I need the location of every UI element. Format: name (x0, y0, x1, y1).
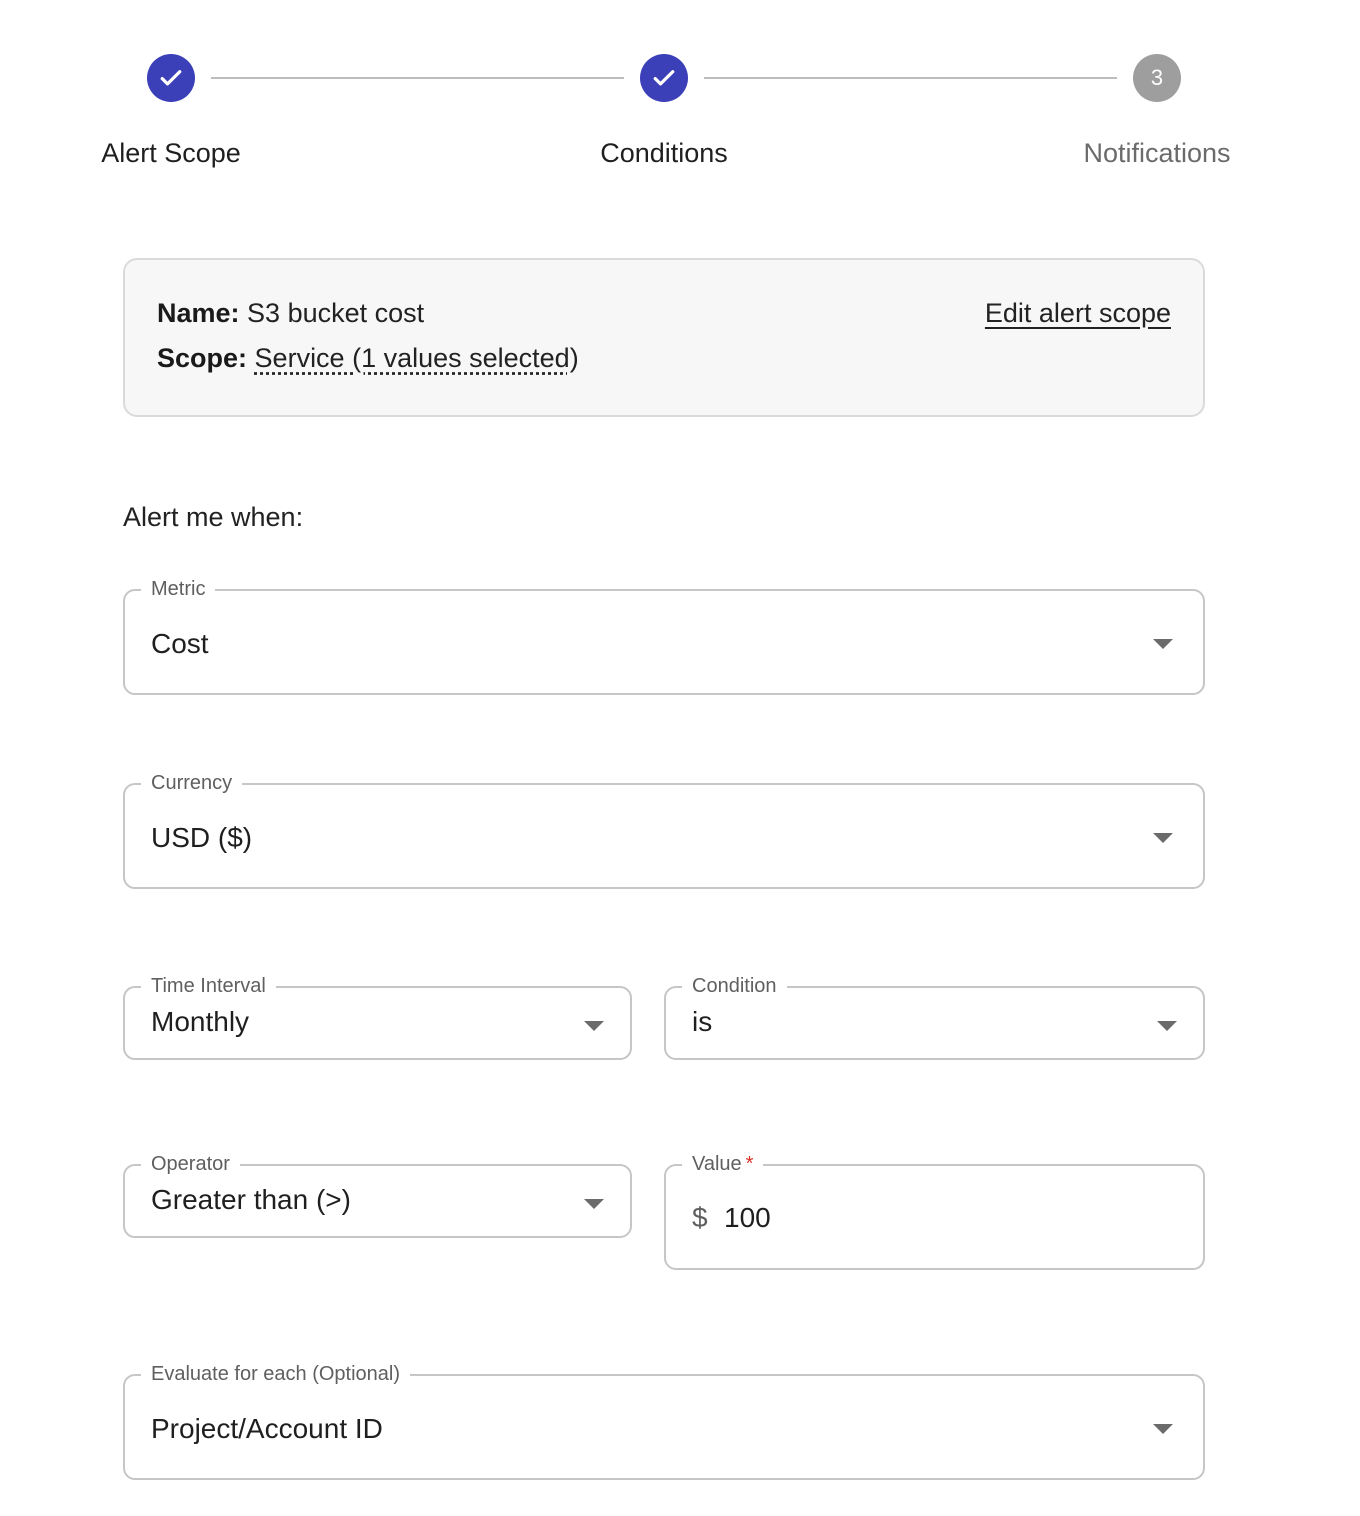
step-connector (704, 77, 1117, 79)
step-connector (211, 77, 624, 79)
stepper (0, 0, 1360, 200)
chevron-down-icon[interactable] (584, 1021, 604, 1031)
value-input-text[interactable]: 100 (724, 1202, 771, 1233)
condition-value: is (692, 1006, 713, 1037)
value-label-text: Value (692, 1153, 742, 1175)
value-label (682, 1149, 763, 1179)
step-alert-scope-check-icon[interactable] (147, 54, 195, 102)
evaluate-value: Project/Account ID (151, 1413, 383, 1444)
step-label-conditions[interactable]: Conditions (600, 138, 728, 168)
required-marker: * (745, 1153, 754, 1175)
chevron-down-icon[interactable] (584, 1199, 604, 1209)
summary-name-row (157, 298, 424, 329)
edit-alert-scope-link[interactable]: Edit alert scope (984, 298, 1171, 328)
summary-scope-row (157, 343, 579, 374)
step-conditions-check-icon[interactable] (640, 54, 688, 102)
metric-select[interactable] (123, 578, 1205, 695)
step-label-alert-scope[interactable]: Alert Scope (101, 138, 241, 168)
currency-prefix: $ (692, 1202, 708, 1233)
chevron-down-icon[interactable] (1153, 1424, 1173, 1434)
step-label-notifications[interactable]: Notifications (1083, 138, 1231, 168)
step-notifications-number[interactable]: 3 (1133, 54, 1181, 102)
alert-summary-card (123, 258, 1205, 417)
condition-select[interactable] (664, 975, 1205, 1060)
metric-value: Cost (151, 628, 209, 659)
evaluate-label: Evaluate for each (Optional) (141, 1359, 410, 1389)
scope-label: Scope: (157, 343, 248, 373)
chevron-down-icon[interactable] (1153, 639, 1173, 649)
time-interval-select[interactable] (123, 975, 632, 1060)
name-value: S3 bucket cost (247, 298, 425, 328)
currency-label: Currency (141, 768, 242, 798)
scope-value-link[interactable]: Service (1 values selected) (254, 343, 579, 373)
metric-label: Metric (141, 574, 215, 604)
operator-value: Greater than (>) (151, 1184, 351, 1215)
evaluate-for-each-select[interactable] (123, 1363, 1205, 1480)
time-interval-value: Monthly (151, 1006, 250, 1037)
chevron-down-icon[interactable] (1157, 1021, 1177, 1031)
condition-label: Condition (682, 971, 787, 1001)
operator-select[interactable] (123, 1153, 632, 1238)
alert-prompt: Alert me when: (123, 502, 304, 532)
chevron-down-icon[interactable] (1153, 833, 1173, 843)
time-interval-label: Time Interval (141, 971, 276, 1001)
value-input[interactable] (664, 1153, 1205, 1270)
currency-value: USD ($) (151, 822, 253, 853)
currency-select[interactable] (123, 772, 1205, 889)
name-label: Name: (157, 298, 240, 328)
operator-label: Operator (141, 1149, 240, 1179)
